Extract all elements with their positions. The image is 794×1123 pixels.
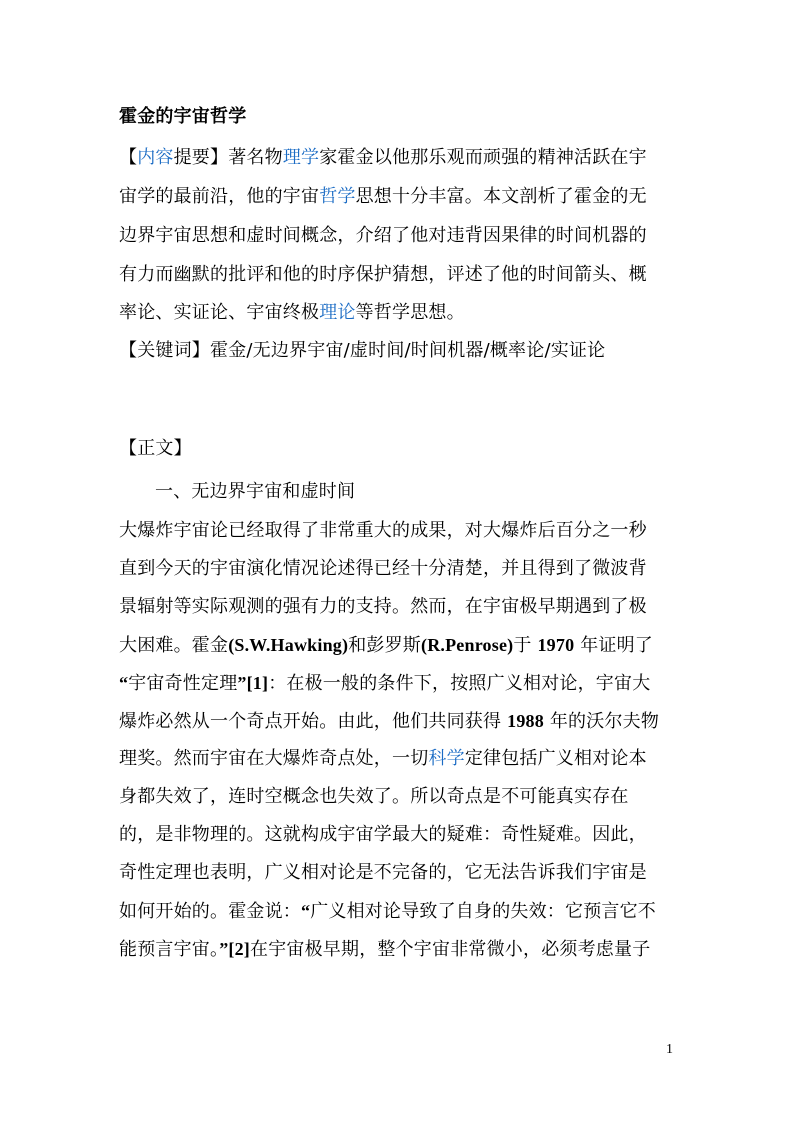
link-physics[interactable]: 理学: [282, 147, 320, 168]
abstract-line-3: [119, 224, 679, 248]
citation: ”[1]: [237, 673, 269, 693]
abstract-text: 思想十分丰富。本文剖析了霍金的无: [355, 186, 647, 207]
body-line: [119, 671, 679, 696]
body-line: [119, 747, 679, 771]
body-text: 能预言宇宙。: [119, 939, 220, 960]
body-text: 奇性定理也表明，广义相对论是不完备的，它无法告诉我们宇宙是: [119, 862, 647, 883]
body-text: 宇宙奇性定理: [128, 673, 238, 694]
abstract-line-1: [119, 146, 679, 170]
year: 1988: [507, 711, 544, 731]
link-science[interactable]: 科学: [428, 748, 465, 769]
citation: ”[2]: [219, 939, 250, 959]
abstract-bracket-open: 【: [119, 147, 138, 168]
body-text: 大困难。霍金: [119, 635, 229, 656]
body-text: 理奖。然而宇宙在大爆炸奇点处，一切: [119, 748, 429, 769]
page-number: 1: [666, 1042, 673, 1057]
abstract-label-link[interactable]: 内容: [137, 147, 174, 168]
abstract-text: 著名物: [228, 147, 283, 168]
body-text: 如何开始的。霍金说：: [119, 901, 301, 922]
abstract-text: 边界宇宙思想和虚时间概念，介绍了他对违背因果律的时间机器的: [119, 225, 647, 246]
body-text: 年的沃尔夫物: [543, 711, 660, 732]
body-text: 广义相对论导致了自身的失效：它预言它不: [310, 901, 657, 922]
body-line: [119, 899, 679, 924]
body-text: 于: [513, 635, 538, 656]
abstract-text: 等哲学思想。: [355, 302, 465, 323]
quote-mark: “: [119, 673, 129, 693]
body-text: 直到今天的宇宙演化情况论述得已经十分清楚，并且得到了微波背: [119, 558, 647, 579]
body-line: [119, 823, 679, 847]
body-text: ：在极一般的条件下，按照广义相对论，宇宙大: [268, 673, 651, 694]
body-text: 定律包括广义相对论本: [464, 748, 647, 769]
link-theory[interactable]: 理论: [319, 302, 356, 323]
keywords-line: [119, 339, 679, 363]
abstract-line-5: [119, 301, 679, 325]
year: 1970: [537, 635, 575, 655]
body-text: 身都失效了，连时空概念也失效了。所以奇点是不可能真实存在: [119, 786, 629, 807]
abstract-text: 家霍金以他那乐观而顽强的精神活跃在宇: [319, 147, 647, 168]
quote-mark: “: [301, 901, 311, 921]
keywords-label: 【关键词】: [119, 340, 210, 361]
link-philosophy[interactable]: 哲学: [319, 186, 356, 207]
body-text: 和彭罗斯: [348, 635, 421, 656]
abstract-text: 率论、实证论、宇宙终极: [119, 302, 320, 323]
abstract-line-2: [119, 185, 679, 209]
abstract-label: 提要: [173, 147, 211, 168]
body-line: [119, 709, 679, 734]
body-text: 的，是非物理的。这就构成宇宙学最大的疑难：奇性疑难。因此，: [119, 824, 647, 845]
body-line: [119, 937, 679, 962]
body-text: 在宇宙极早期，整个宇宙非常微小，必须考虑量子: [250, 939, 651, 960]
body-line: [119, 557, 679, 581]
abstract-text: 宙学的最前沿，他的宇宙: [119, 186, 320, 207]
body-line: [119, 785, 679, 809]
body-text: 爆炸必然从一个奇点开始。由此，他们共同获得: [119, 711, 508, 732]
abstract-bracket-close: 】: [210, 147, 229, 168]
body-line: [119, 861, 679, 885]
latin-name: (R.Penrose): [421, 635, 514, 655]
abstract-line-4: [119, 263, 679, 287]
keywords-text: 霍金/无边界宇宙/虚时间/时间机器/概率论/实证论: [210, 340, 606, 361]
body-text: 景辐射等实际观测的强有力的支持。然而，在宇宙极早期遇到了极: [119, 596, 647, 617]
body-line: [119, 595, 679, 619]
body-text: 大爆炸宇宙论已经取得了非常重大的成果，对大爆炸后百分之一秒: [119, 520, 647, 541]
latin-name: (S.W.Hawking): [228, 635, 349, 655]
body-label: 【正文】: [119, 438, 192, 459]
body-line: [119, 519, 679, 543]
abstract-text: 有力而幽默的批评和他的时序保护猜想，评述了他的时间箭头、概: [119, 264, 647, 285]
section-heading: 一、无边界宇宙和虚时间: [155, 481, 356, 502]
document-title: 霍金的宇宙哲学: [119, 106, 247, 127]
body-line: [119, 633, 679, 658]
body-text: 年证明了: [574, 635, 654, 656]
